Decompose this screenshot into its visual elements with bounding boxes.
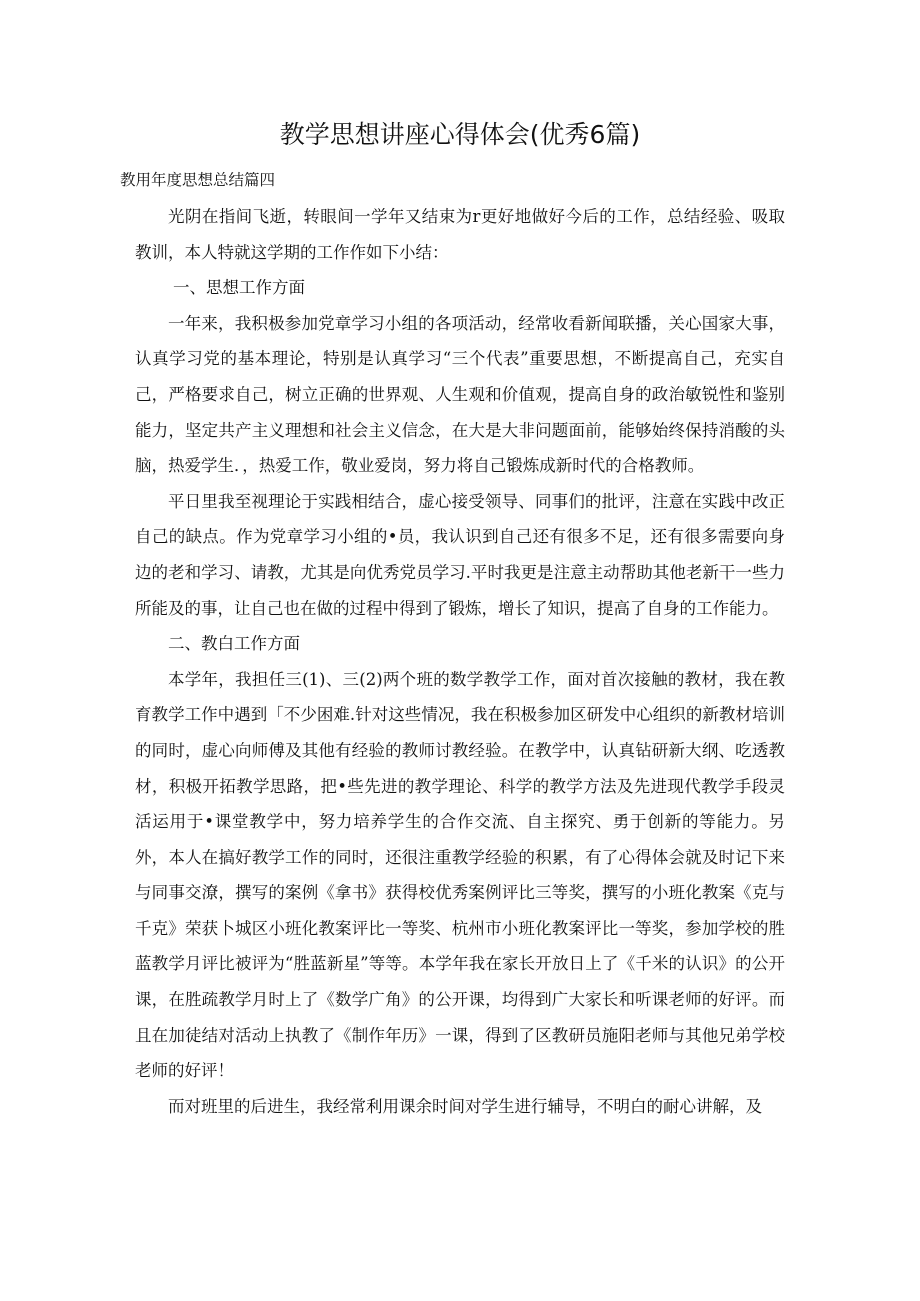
section-heading-teaching: 二、教白工作方面: [168, 634, 300, 654]
paragraph-intro: 光阴在指间飞逝，转眼间一学年又结束为r更好地做好今后的工作，总结经验、吸取教训，本人特就这学期的工作作如下小结：: [135, 207, 785, 262]
document-body: [135, 199, 785, 1124]
document-title: 教学思想讲座心得体会(优秀6篇): [279, 120, 641, 149]
document-subtitle: 教用年度思想总结篇四: [120, 171, 276, 189]
paragraph-practice: 平日里我至视理论于实践相结合，虚心接受领导、同事们的批评，注意在实践中改正自己的缺点。作为党章学习小组的•员，我认识到自己还有很多不足，还有很多需要向身边的老和学习、请教，尤其是向优秀党员学习.平时我更是注意主动帮助其他老新干一些力所能及的事，让自己也在做的过程中得到了锻炼，增长了知识，提高了自身的工作能力。: [135, 491, 785, 618]
paragraph-students: 而对班里的后进生，我经常利用课余时间对学生进行辅导，不明白的耐心讲解，及: [168, 1096, 762, 1116]
section-heading-ideology: 一、思想工作方面: [173, 278, 305, 298]
paragraph-ideology: 一年来，我积极参加党章学习小组的各项活动，经常收看新闻联播，关心国家大事，认真学习党的基本理论，特别是认真学习“三个代表”重要思想，不断提高自己，充实自己，严格要求自己，树立正确的世界观、人生观和价值观，提高自身的政治敏锐性和鉴别能力，坚定共产主义理想和社会主义信念，在大是大非问题面前，能够始终保持消酸的头脑，热爱学生．，热爱工作，敬业爱岗，努力将自己锻炼成新时代的合格教师。: [135, 313, 785, 476]
paragraph-teaching: 本学年，我担任三(1)、三(2)两个班的数学教学工作，面对首次接触的教材，我在教育教学工作中遇到「不少困难.针对这些情况，我在积极参加区研发中心组织的新教材培训的同时，虚心向师傅及其他有经验的教师讨教经验。在教学中，认真钻研新大纲、吃透教材，积极开拓教学思路，把•些先进的教学理论、科学的教学方法及先进现代教学手段灵活运用于•课堂教学中，努力培养学生的合作交流、自主探究、勇于创新的等能力。另外，本人在搞好教学工作的同时，还很注重教学经验的积累，有了心得体会就及时记下来与同事交潦，撰写的案例《拿书》获得校优秀案例评比三等奖，撰写的小班化教案《克与千克》荣获卜城区小班化教案评比一等奖、杭州市小班化教案评比一等奖，参加学校的胜蓝教学月评比被评为“胜蓝新星”等等。本学年我在家长开放日上了《千米的认识》的公开课，在胜疏教学月时上了《数学广角》的公开课，均得到广大家长和听课老师的好评。而且在加徒结对活动上执教了《制作年历》一课，得到了区教研员施阳老师与其他兄弟学校老师的好评！: [135, 669, 785, 1081]
